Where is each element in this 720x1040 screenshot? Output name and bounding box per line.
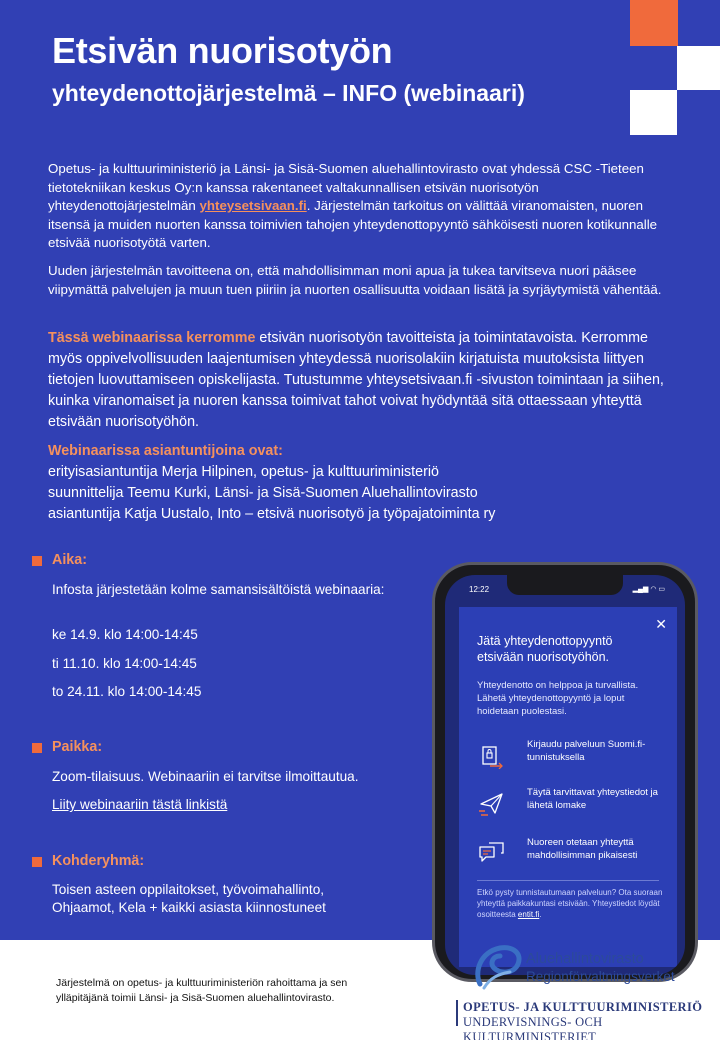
step-label: Täytä tarvittavat yhteystiedot ja lähetä lomake (527, 787, 658, 811)
section-bullet (32, 857, 42, 867)
avi-logo (470, 944, 526, 992)
yhteysetsivaan-link[interactable]: yhteysetsivaan.fi (199, 198, 307, 213)
close-icon[interactable]: ✕ (655, 616, 667, 632)
webinar-highlight: Tässä webinaarissa kerromme (48, 330, 256, 346)
section-bullet (32, 556, 42, 566)
page-title: Etsivän nuorisotyön (52, 30, 393, 71)
date-item: to 24.11. klo 14:00-14:45 (52, 684, 202, 699)
avi-name-fi: Aluehallintovirasto (526, 951, 644, 967)
status-time: 12:22 (469, 585, 490, 594)
phone-screen (445, 575, 685, 975)
webinar-description: Tässä webinaarissa kerromme etsivän nuorisotyön tavoitteista ja toimintatavoista. Kerromme myös oppivelvollisuuden laajentumisen yhteydessä nuorisolakiin kirjatuista muutoksista liittyen tietojen luovuttamiseen opiskelijasta. Tutustumme yhteysetsivaan.fi -sivuston toimintaan ja siihen, kuinka viranomaiset ja nuoren kanssa toimivat tahot voivat hyödyntää sitä ottaessaan yhteyttä etsivään nuorisotyöhön. (48, 330, 664, 430)
paikka-heading: Paikka: (52, 739, 103, 755)
status-icons: ▂▄▆ ◠ ▭ (632, 586, 665, 593)
date-item: ti 11.10. klo 14:00-14:45 (52, 656, 197, 671)
avi-name-sv: Regionförvaltningsverket (526, 969, 675, 984)
kohderyhma-text: Toisen asteen oppilaitokset, työvoimahallinto, Ohjaamot, Kela + kaikki asiasta kiinnostuneet (52, 882, 326, 915)
experts-section (48, 441, 664, 525)
phone-mockup (432, 562, 698, 982)
send-plane-icon (477, 789, 505, 817)
join-webinar-link[interactable]: Liity webinaariin tästä linkistä (52, 797, 228, 812)
page-subtitle: yhteydenottojärjestelmä – INFO (webinaari) (52, 80, 525, 106)
intro-paragraph-2: Uuden järjestelmän tavoitteena on, että mahdollisimman moni apua ja tukea tarvitseva nuori pääsee viipymättä palvelujen ja muun tuen piiriin ja nuorten osallisuutta voidaan lisätä ja syrjäytymistä vähentää. (48, 263, 662, 297)
step-item (477, 837, 672, 871)
modal-footnote: Etkö pysty tunnistautumaan palveluun? Ota suoraan yhteyttä paikkakuntasi etsivään. Yhteystiedot löydät osoitteesta entit.fi. (477, 888, 663, 919)
divider (477, 880, 659, 881)
aika-heading: Aika: (52, 552, 87, 568)
okm-name-sv: UNDERVISNINGS- OCH KULTURMINISTERIET (463, 1015, 603, 1040)
paikka-text: Zoom-tilaisuus. Webinaariin ei tarvitse ilmoittautua. (52, 769, 359, 784)
chat-icon (477, 839, 505, 867)
decor-square-orange (630, 0, 678, 46)
login-icon (477, 741, 505, 769)
expert-item: suunnittelija Teemu Kurki, Länsi- ja Sisä-Suomen Aluehallintovirasto (48, 485, 478, 501)
okm-logo-bar (456, 1000, 458, 1026)
decor-square-white (630, 90, 677, 135)
expert-item: erityisasiantuntija Merja Hilpinen, opetus- ja kulttuuriministeriö (48, 464, 439, 480)
step-item (477, 739, 672, 773)
kohderyhma-heading: Kohderyhmä: (52, 853, 145, 869)
modal-title: Jätä yhteydenottopyyntö etsivään nuorisotyöhön. (477, 634, 613, 664)
section-bullet (32, 743, 42, 753)
step-label: Nuoreen otetaan yhteyttä mahdollisimman pikaisesti (527, 837, 638, 861)
okm-name-fi: OPETUS- JA KULTTUURIMINISTERIÖ (463, 1000, 703, 1014)
entit-link[interactable]: entit.fi (517, 910, 540, 919)
experts-heading: Webinaarissa asiantuntijoina ovat: (48, 443, 283, 459)
date-item: ke 14.9. klo 14:00-14:45 (52, 627, 198, 642)
intro-paragraph-1: Opetus- ja kulttuuriministeriö ja Länsi- ja Sisä-Suomen aluehallintovirasto ovat yhdessä CSC -Tieteen tietotekniikan keskus Oy:n kanssa rakentaneet valtakunnallisen etsivän nuorisotyön yhteydenottojärjestelmän yhteysetsivaan.fi. Järjestelmän tarkoitus on välittää viranomaisten, nuoren itsensä ja muiden nuorten kanssa toimivien tahojen yhteydenottopyyntö sähköisesti nuoren kotikunnalle etsivää nuorisotyötä varten. (48, 161, 658, 250)
expert-item: asiantuntija Katja Uustalo, Into – etsivä nuorisotyö ja työpajatoiminta ry (48, 506, 496, 522)
step-label: Kirjaudu palveluun Suomi.fi-tunnistuksella (527, 739, 646, 763)
decor-square-white (677, 46, 720, 90)
aika-text: Infosta järjestetään kolme samansisältöistä webinaaria: (52, 582, 385, 597)
step-item (477, 787, 672, 821)
funding-note: Järjestelmä on opetus- ja kulttuuriministeriön rahoittama ja sen ylläpitäjänä toimii Länsi- ja Sisä-Suomen aluehallintovirasto. (56, 977, 348, 1004)
phone-notch (507, 575, 623, 595)
contact-modal (459, 607, 677, 967)
modal-intro: Yhteydenotto on helppoa ja turvallista. Lähetä yhteydenottopyyntö ja loput hoidetaan puolestasi. (477, 680, 639, 717)
